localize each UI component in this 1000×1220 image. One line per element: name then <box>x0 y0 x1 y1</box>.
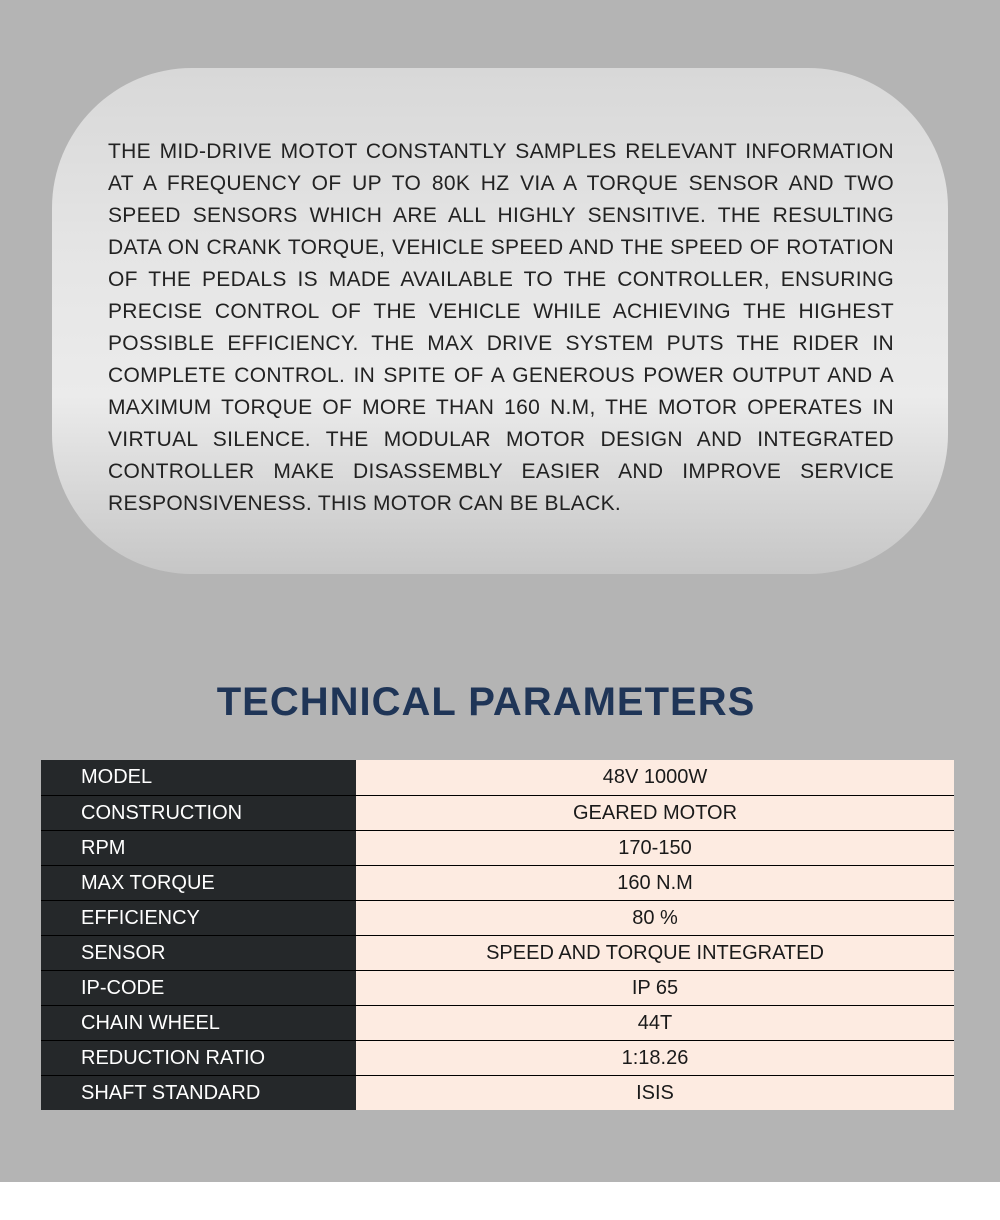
param-key: IP-CODE <box>41 970 356 1005</box>
description-card <box>52 68 948 574</box>
param-value: IP 65 <box>356 970 954 1005</box>
param-key: SENSOR <box>41 935 356 970</box>
param-value: 160 N.M <box>356 865 954 900</box>
table-row <box>41 970 954 1005</box>
param-key: SHAFT STANDARD <box>41 1075 356 1110</box>
param-value: 48V 1000W <box>356 760 954 795</box>
table-row <box>41 900 954 935</box>
param-value: 1:18.26 <box>356 1040 954 1075</box>
param-value: 170-150 <box>356 830 954 865</box>
parameters-table <box>41 760 954 1110</box>
param-key: MODEL <box>41 760 356 795</box>
param-key: MAX TORQUE <box>41 865 356 900</box>
param-key: RPM <box>41 830 356 865</box>
param-value: 44T <box>356 1005 954 1040</box>
table-row <box>41 935 954 970</box>
table-row <box>41 830 954 865</box>
table-row <box>41 1075 954 1110</box>
table-row <box>41 865 954 900</box>
param-key: EFFICIENCY <box>41 900 356 935</box>
section-title: TECHNICAL PARAMETERS <box>216 680 756 724</box>
param-value: SPEED AND TORQUE INTEGRATED <box>356 935 954 970</box>
table-row <box>41 760 954 795</box>
table-row <box>41 795 954 830</box>
table-row <box>41 1040 954 1075</box>
param-key: CONSTRUCTION <box>41 795 356 830</box>
param-value: 80 % <box>356 900 954 935</box>
param-value: ISIS <box>356 1075 954 1110</box>
description-text: THE MID-DRIVE MOTOT CONSTANTLY SAMPLES RELEVANT INFORMATION AT A FREQUENCY OF UP TO 80K HZ VIA A TORQUE SENSOR AND TWO SPEED SENSORS WHICH ARE ALL HIGHLY SENSITIVE. THE RESULTING DATA ON CRANK TORQUE, VEHICLE SPEED AND THE SPEED OF ROTATION OF THE PEDALS IS MADE AVAILABLE TO THE CONTROLLER, ENSURING PRECISE CONTROL OF THE VEHICLE WHILE ACHIEVING THE HIGHEST POSSIBLE EFFICIENCY. THE MAX DRIVE SYSTEM PUTS THE RIDER IN COMPLETE CONTROL. IN SPITE OF A GENEROUS POWER OUTPUT AND A MAXIMUM TORQUE OF MORE THAN 160 N.M, THE MOTOR OPERATES IN VIRTUAL SILENCE. THE MODULAR MOTOR DESIGN AND INTEGRATED CONTROLLER MAKE DISASSEMBLY EASIER AND IMPROVE SERVICE RESPONSIVENESS. THIS MOTOR CAN BE BLACK. <box>108 140 894 515</box>
param-key: REDUCTION RATIO <box>41 1040 356 1075</box>
param-value: GEARED MOTOR <box>356 795 954 830</box>
table-row <box>41 1005 954 1040</box>
param-key: CHAIN WHEEL <box>41 1005 356 1040</box>
